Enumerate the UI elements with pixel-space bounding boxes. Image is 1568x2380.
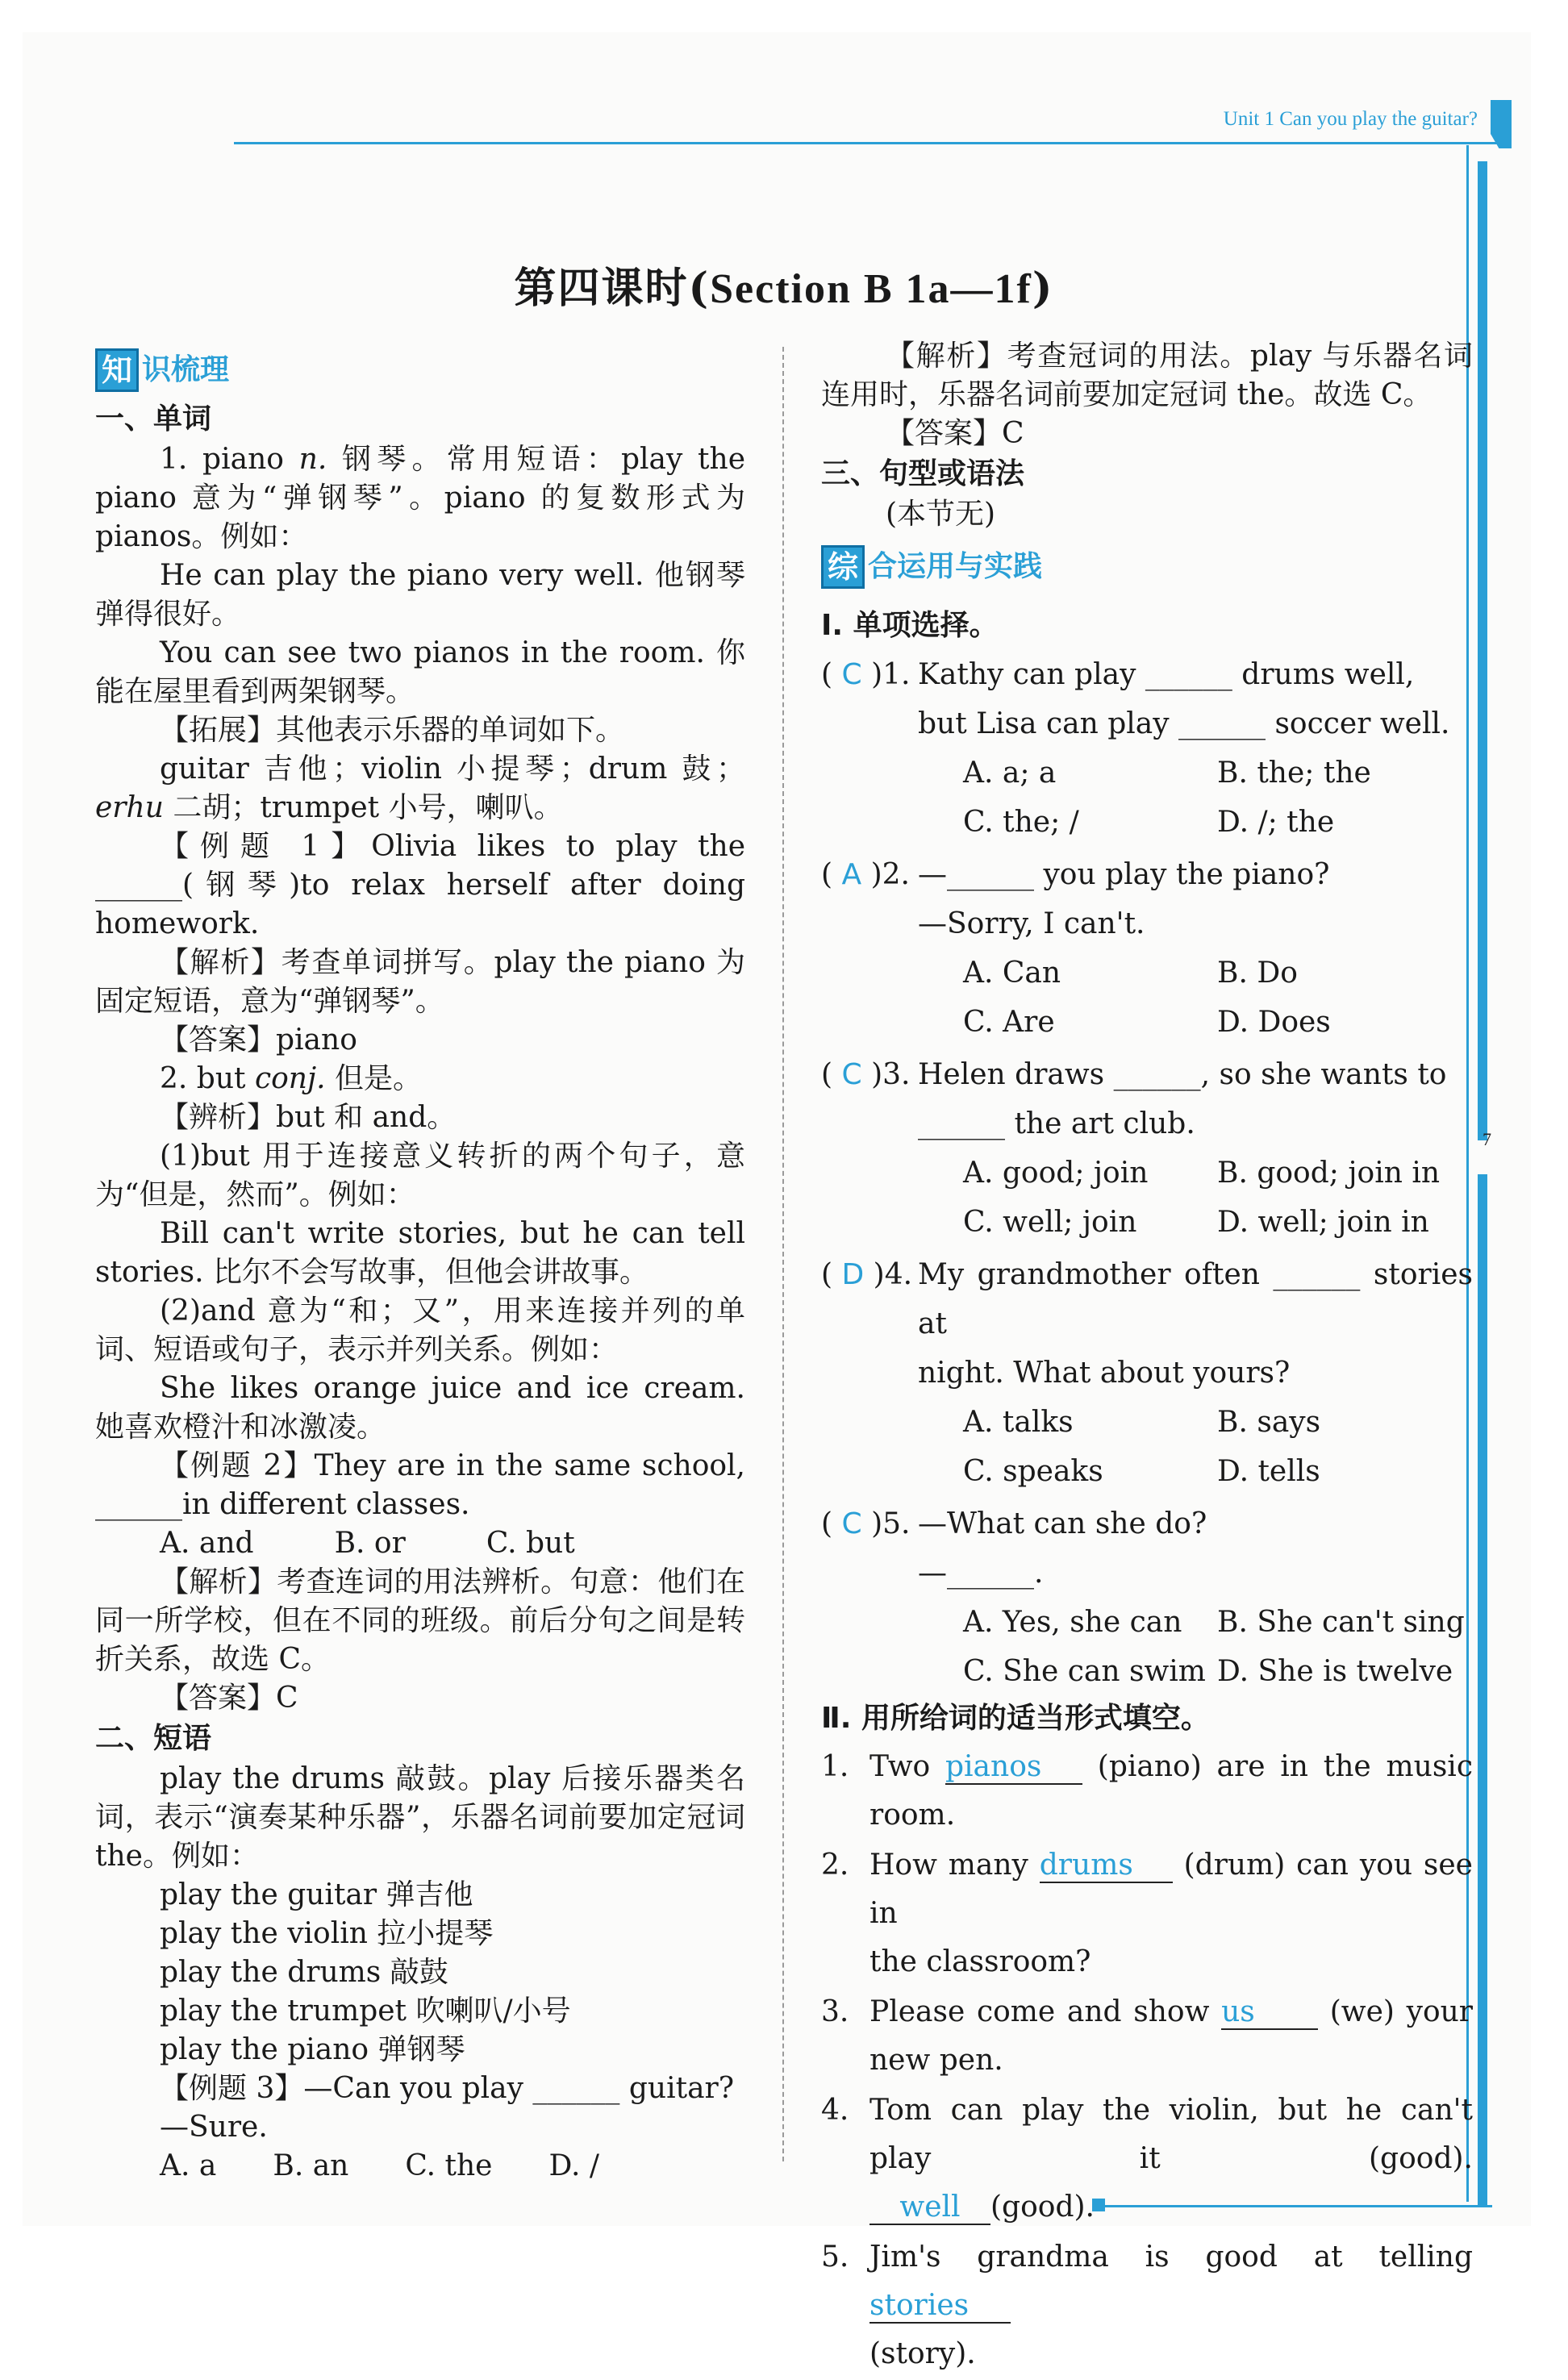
fill-question — [821, 2086, 1473, 2232]
question-stem: —______ you play the piano? — [918, 858, 1330, 891]
option-row — [821, 998, 1473, 1047]
option[interactable]: C. speaks — [963, 1455, 1103, 1488]
question-stem-line2: ______ the art club. — [918, 1107, 1195, 1140]
option[interactable]: D. well; join in — [1217, 1206, 1429, 1239]
answer-blank[interactable]: stories — [869, 2290, 1011, 2324]
section-tag-knowledge — [95, 348, 745, 392]
part-1-heading: Ⅰ. 单项选择。 — [821, 609, 999, 642]
answer-blank[interactable]: well — [869, 2191, 990, 2225]
option[interactable]: B. Do — [1217, 957, 1298, 990]
mc-question — [821, 850, 1473, 1047]
option-row — [821, 1647, 1473, 1696]
option[interactable]: D. She is twelve — [1217, 1655, 1453, 1688]
answer-2: 【答案】C — [160, 1682, 298, 1715]
grammar-note: (本节无) — [886, 498, 996, 531]
option[interactable]: A. Yes, she can — [963, 1606, 1182, 1639]
tag-box: 知 — [95, 348, 139, 392]
section-tag-practice — [821, 545, 1473, 589]
instrument-list: guitar 吉他；violin 小提琴；drum 鼓；erhu 二胡；trumpet 小号，喇叭。 — [95, 752, 745, 824]
question-line: Please come and show us (we) your — [869, 1995, 1474, 2028]
question-stem-line2: but Lisa can play ______ soccer well. — [918, 707, 1450, 740]
extension-note: 【拓展】其他表示乐器的单词如下。 — [160, 714, 625, 747]
question-number: 4. — [821, 2094, 849, 2127]
mc-question — [821, 1250, 1473, 1496]
option[interactable]: D. Does — [1217, 1006, 1331, 1039]
question-number: 1. — [821, 1750, 849, 1783]
option: B. an — [273, 2149, 349, 2182]
example-sentence: Bill can't write stories, but he can tell stories. 比尔不会写故事，但他会讲故事。 — [95, 1217, 745, 1289]
analysis-3: 【解析】考查冠词的用法。play 与乐器名词连用时，乐器名词前要加定冠词 the。故选 C。 — [821, 340, 1473, 411]
answer-slot: ( C )1. — [821, 658, 911, 691]
option: C. the — [405, 2149, 493, 2182]
left-column — [95, 342, 745, 2186]
example-question-1: 【例题 1】Olivia likes to play the ______(钢琴)to relax herself after doing homework. — [95, 830, 745, 940]
example-question-3: 【例题 3】—Can you play ______ guitar? — [160, 2072, 735, 2105]
question-line2: well (good). — [821, 2183, 1473, 2232]
option[interactable]: A. Can — [963, 957, 1061, 990]
question-stem: —What can she do? — [918, 1507, 1207, 1540]
option[interactable]: C. Are — [963, 1006, 1055, 1039]
example-sentence: He can play the piano very well. 他钢琴弹得很好。 — [95, 559, 745, 631]
word-1-entry: 1. piano n. 钢琴。常用短语：play the piano 意为“弹钢琴”。piano 的复数形式为 pianos。例如： — [95, 443, 745, 553]
question-stem: Kathy can play ______ drums well, — [918, 658, 1415, 691]
option[interactable]: D. tells — [1217, 1455, 1320, 1488]
option: D. / — [548, 2149, 600, 2182]
answer-slot: ( D )4. — [821, 1258, 913, 1291]
option-row — [821, 1447, 1473, 1496]
distinction-point-1: (1)but 用于连接意义转折的两个句子，意为“但是，然而”。例如： — [95, 1140, 745, 1211]
question-line: Tom can play the violin, but he can't play it (good). — [869, 2094, 1473, 2175]
answer-letter: C — [841, 1507, 862, 1540]
mc-question — [821, 1499, 1473, 1696]
answer-slot: ( A )2. — [821, 858, 910, 891]
fill-in-list — [821, 1743, 1473, 2378]
option[interactable]: D. /; the — [1217, 806, 1335, 839]
option: A. a — [160, 2149, 217, 2182]
question-line: Two pianos (piano) are in the music — [869, 1750, 1473, 1783]
question-number: 5. — [821, 2240, 849, 2274]
tag-label: 识梳理 — [142, 353, 230, 386]
option[interactable]: B. She can't sing — [1217, 1606, 1465, 1639]
question-line2: (story). — [869, 2337, 976, 2370]
answer-1: 【答案】piano — [160, 1023, 357, 1057]
phrase-item: play the drums 敲鼓 — [160, 1956, 448, 1989]
option[interactable]: C. well; join — [963, 1206, 1137, 1239]
answer-letter: C — [841, 1058, 862, 1091]
page-title: 第四课时(Section B 1a—1f) — [514, 264, 1054, 313]
question-stem-line2: night. What about yours? — [918, 1357, 1291, 1390]
header-rule — [234, 142, 1500, 144]
option-row — [821, 1398, 1473, 1447]
example-question-2: 【例题 2】They are in the same school, ______in different classes. — [95, 1449, 745, 1521]
option: A. and — [160, 1527, 254, 1560]
example-2-options — [95, 1524, 745, 1563]
mc-question — [821, 650, 1473, 847]
phrase-item: play the violin 拉小提琴 — [160, 1917, 494, 1950]
tag-label: 合运用与实践 — [868, 550, 1043, 583]
question-line2: new pen. — [869, 2044, 1003, 2077]
answer-slot: ( C )5. — [821, 1507, 911, 1540]
answer-blank[interactable]: drums — [1040, 1849, 1173, 1883]
answer-letter: D — [841, 1258, 865, 1291]
column-divider — [782, 347, 784, 2161]
answer-letter: C — [841, 658, 862, 691]
phrase-item: play the piano 弹钢琴 — [160, 2033, 465, 2066]
option[interactable]: A. a; a — [963, 757, 1057, 790]
mc-question — [821, 1050, 1473, 1247]
option[interactable]: B. the; the — [1217, 757, 1371, 790]
example-sentence: She likes orange juice and ice cream. 她喜欢橙汁和冰激凌。 — [95, 1372, 745, 1444]
question-line2: room. — [869, 1799, 956, 1832]
option-row — [821, 948, 1473, 998]
option[interactable]: B. good; join in — [1217, 1157, 1441, 1190]
fill-question — [821, 2233, 1473, 2378]
option-row — [821, 1198, 1473, 1247]
option[interactable]: A. good; join — [963, 1157, 1149, 1190]
option-row — [821, 798, 1473, 847]
fill-question — [821, 1988, 1473, 2085]
answer-blank[interactable]: us — [1221, 1996, 1318, 2030]
heading-phrases: 二、短语 — [95, 1722, 212, 1755]
question-number: 3. — [821, 1995, 849, 2028]
answer-letter: A — [841, 858, 862, 891]
phrase-item: play the trumpet 吹喇叭/小号 — [160, 1994, 571, 2028]
example-sentence: You can see two pianos in the room. 你能在屋里看到两架钢琴。 — [95, 636, 745, 708]
option[interactable]: C. the; / — [963, 806, 1079, 839]
analysis-2: 【解析】考查连词的用法辨析。句意：他们在同一所学校，但在不同的班级。前后分句之间是转折关系，故选 C。 — [95, 1565, 745, 1676]
option[interactable]: B. says — [1217, 1406, 1321, 1439]
distinction-note: 【辨析】but 和 and。 — [160, 1101, 457, 1134]
phrase-intro: play the drums 敲鼓。play 后接乐器类名词，表示“演奏某种乐器”，乐器名词前要加定冠词 the。例如： — [95, 1762, 745, 1873]
side-bar-bottom — [1478, 1174, 1487, 2207]
question-line: How many drums (drum) can you see in — [869, 1849, 1473, 1930]
option: B. or — [334, 1527, 406, 1560]
option-row — [821, 748, 1473, 798]
phrase-item: play the guitar 弹吉他 — [160, 1878, 473, 1911]
right-column — [821, 337, 1473, 2380]
example-3-options — [95, 2147, 745, 2186]
page-number: 7 — [1483, 1129, 1491, 1149]
answer-blank[interactable]: pianos — [945, 1751, 1082, 1785]
example-3-reply: —Sure. — [160, 2111, 268, 2144]
heading-grammar: 三、句型或语法 — [821, 457, 1025, 490]
answer-slot: ( C )3. — [821, 1058, 911, 1091]
running-header: Unit 1 Can you play the guitar? — [1223, 108, 1478, 130]
multiple-choice-list — [821, 650, 1473, 1696]
option[interactable]: C. She can swim — [963, 1655, 1206, 1688]
distinction-point-2: (2)and 意为“和；又”，用来连接并列的单词、短语或句子，表示并列关系。例如： — [95, 1294, 745, 1366]
option-row — [821, 1598, 1473, 1647]
question-stem-line2: —______. — [918, 1557, 1044, 1590]
question-number: 2. — [821, 1849, 849, 1882]
question-stem: Helen draws ______, so she wants to — [918, 1058, 1447, 1091]
question-stem: My grandmother often ______ stories at — [918, 1258, 1473, 1340]
fill-question — [821, 1841, 1473, 1986]
question-line2: the classroom? — [869, 1945, 1091, 1978]
question-line: Jim's grandma is good at telling stories — [869, 2240, 1473, 2322]
option-row — [821, 1148, 1473, 1198]
word-2-entry: 2. but conj. 但是。 — [160, 1062, 423, 1095]
fill-question — [821, 1743, 1473, 1840]
option[interactable]: A. talks — [963, 1406, 1074, 1439]
analysis-1: 【解析】考查单词拼写。play the piano 为固定短语，意为“弹钢琴”。 — [95, 946, 745, 1018]
answer-3: 【答案】C — [886, 417, 1024, 450]
option: C. but — [486, 1527, 575, 1560]
tag-box: 综 — [821, 545, 865, 589]
part-2-heading: Ⅱ. 用所给词的适当形式填空。 — [821, 1702, 1210, 1735]
heading-words: 一、单词 — [95, 402, 212, 436]
question-stem-line2: —Sorry, I can't. — [918, 907, 1145, 940]
